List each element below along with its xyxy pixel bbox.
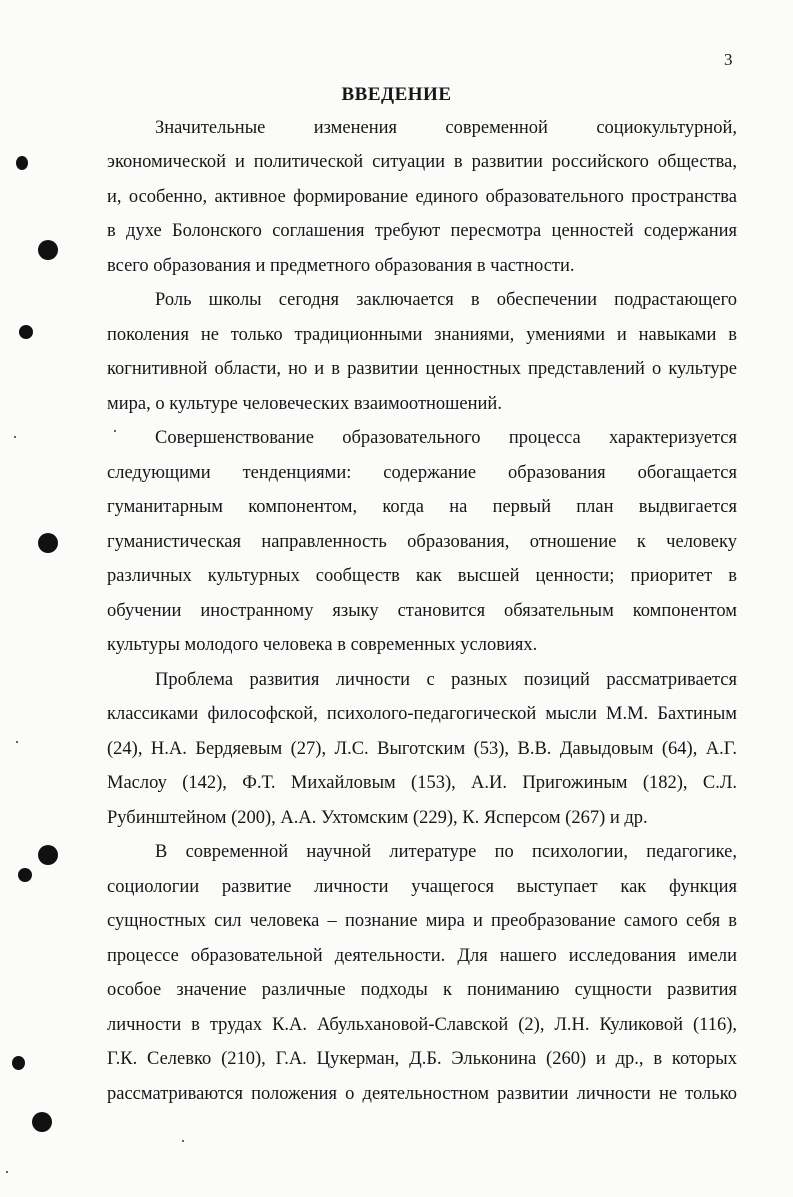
text-line: следующими тенденциями: содержание образования обогащается (107, 463, 737, 483)
punch-hole-mark (18, 868, 32, 882)
text-line: Значительные изменения современной социокультурной, (155, 118, 737, 138)
text-line: особое значение различные подходы к пониманию сущности развития (107, 980, 737, 1000)
text-line: (24), Н.А. Бердяевым (27), Л.С. Выготским (53), В.В. Давыдовым (64), А.Г. (107, 739, 737, 759)
text-line: рассматриваются положения о деятельностном развитии личности не только (107, 1084, 737, 1104)
text-line: в духе Болонского соглашения требуют пересмотра ценностей содержания (107, 221, 737, 241)
punch-hole-mark (38, 845, 58, 865)
text-line: классиками философской, психолого-педагогической мысли М.М. Бахтиным (107, 704, 737, 724)
text-line: личности в трудах К.А. Абульхановой-Славской (2), Л.Н. Куликовой (116), (107, 1015, 737, 1035)
text-line: различных культурных сообществ как высшей ценности; приоритет в (107, 566, 737, 586)
text-line: Совершенствование образовательного процесса характеризуется (155, 428, 737, 448)
text-line: культуры молодого человека в современных условиях. (107, 635, 538, 655)
text-line: Г.К. Селевко (210), Г.А. Цукерман, Д.Б. Эльконина (260) и др., в которых (107, 1049, 737, 1069)
text-line: гуманистическая направленность образования, отношение к человеку (107, 532, 737, 552)
text-line: социологии развитие личности учащегося выступает как функция (107, 877, 737, 897)
punch-hole-mark (32, 1112, 52, 1132)
punch-hole-mark (38, 240, 58, 260)
scan-speck (114, 430, 116, 432)
scan-speck (6, 1171, 8, 1173)
punch-hole-mark (12, 1056, 25, 1070)
text-line: всего образования и предметного образования в частности. (107, 256, 575, 276)
text-line: гуманитарным компонентом, когда на первый план выдвигается (107, 497, 737, 517)
text-line: сущностных сил человека – познание мира и преобразование самого себя в (107, 911, 737, 931)
text-line: процессе образовательной деятельности. Для нашего исследования имели (107, 946, 737, 966)
text-line: Роль школы сегодня заключается в обеспечении подрастающего (155, 290, 737, 310)
text-line: и, особенно, активное формирование единого образовательного пространства (107, 187, 737, 207)
page-number: 3 (724, 50, 733, 69)
scan-speck (16, 741, 18, 743)
text-line: Проблема развития личности с разных позиций рассматривается (155, 670, 737, 690)
scan-speck (14, 436, 16, 438)
text-line: обучении иностранному языку становится обязательным компонентом (107, 601, 737, 621)
page-title: ВВЕДЕНИЕ (341, 84, 452, 105)
punch-hole-mark (19, 325, 33, 339)
text-line: В современной научной литературе по психологии, педагогике, (155, 842, 737, 862)
text-line: поколения не только традиционными знаниями, умениями и навыками в (107, 325, 737, 345)
text-line: Рубинштейном (200), А.А. Ухтомским (229), К. Ясперсом (267) и др. (107, 808, 648, 828)
punch-hole-mark (16, 156, 28, 170)
text-line: когнитивной области, но и в развитии ценностных представлений о культуре (107, 359, 737, 379)
scan-speck (182, 1140, 184, 1142)
text-line: экономической и политической ситуации в развитии российского общества, (107, 152, 737, 172)
text-line: Маслоу (142), Ф.Т. Михайловым (153), А.И. Пригожиным (182), С.Л. (107, 773, 737, 793)
punch-hole-mark (38, 533, 58, 553)
text-line: мира, о культуре человеческих взаимоотношений. (107, 394, 502, 414)
